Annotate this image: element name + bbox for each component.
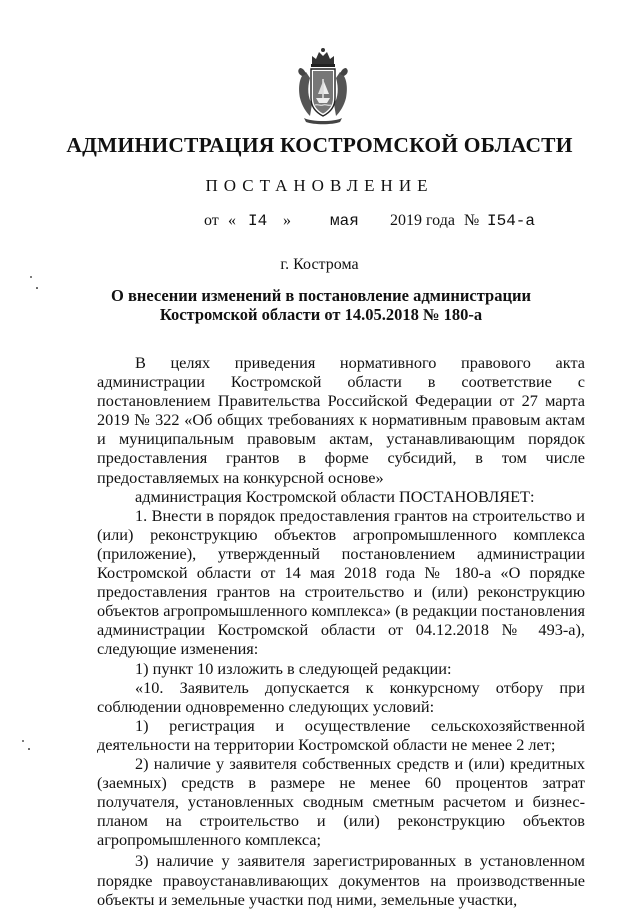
paragraph-condition-1: 1) регистрация и осуществление сельскохозяйственной деятельности на территории Костромской области не менее 2 лет;	[97, 715, 585, 754]
paragraph-point-10: «10. Заявитель допускается к конкурсному отбору при соблюдении одновременно следующих условий:	[97, 677, 585, 716]
organization-name: АДМИНИСТРАЦИЯ КОСТРОМСКОЙ ОБЛАСТИ	[66, 133, 573, 157]
paragraph-condition-2: 2) наличие у заявителя собственных средств и (или) кредитных (заемных) средств в размере не менее 60 процентов затрат получателя, установленных сводным сметным расчетом и бизнес-планом на строительство и (или) реконструкцию объектов агропромышленного комплекса;	[97, 753, 585, 850]
date-open-quote: «	[228, 212, 236, 229]
scan-speck	[28, 748, 30, 750]
title-line-1: О внесении изменений в постановление администрации	[110, 286, 532, 305]
paragraph-decree: администрация Костромской области ПОСТАНОВЛЯЕТ:	[135, 486, 535, 506]
document-number: I54-а	[487, 212, 536, 230]
scan-speck	[22, 740, 24, 742]
date-day: I4	[248, 212, 268, 230]
scan-speck	[30, 276, 32, 278]
paragraph-preamble: В целях приведения нормативного правового акта администрации Костромской области в соответствие с постановлением Правительства Российской Федерации от 27 марта 2019 № 322 «Об общих требованиях к нормативным правовым актам и муниципальным правовым актам, устанавливающим порядок предоставления грантов в форме субсидий, в том числе предоставляемых на конкурсной основе»	[97, 353, 585, 487]
paragraph-item-1: 1. Внести в порядок предоставления грантов на строительство и (или) реконструкцию объектов агропромышленного комплекса (приложение), утвержденный постановлением администрации Костромской области от 14 мая 2018 года № 180-а «О порядке предоставления грантов на строительство и (или) реконструкцию объектов агропромышленного комплекса» (в редакции постановления администрации Костромской области от 04.12.2018 № 493-а), следующие изменения:	[97, 505, 585, 659]
scan-speck	[36, 287, 38, 289]
date-close-quote: »	[283, 212, 291, 229]
date-year: 2019 года	[390, 212, 455, 229]
number-sign: №	[464, 212, 480, 229]
date-line	[0, 212, 639, 232]
city: г. Кострома	[280, 256, 359, 273]
paragraph-subitem-1: 1) пункт 10 изложить в следующей редакции:	[135, 658, 452, 678]
document-body	[97, 353, 585, 909]
date-month: мая	[330, 212, 359, 230]
document-title	[60, 286, 582, 324]
document-type: ПОСТАНОВЛЕНИЕ	[205, 176, 434, 195]
title-line-2: Костромской области от 14.05.2018 № 180-а	[159, 305, 483, 324]
paragraph-condition-3: 3) наличие у заявителя зарегистрированных в установленном порядке правоустанавливающих документов на производственные объекты и земельные участки под ними, земельные участки,	[97, 851, 585, 909]
date-prefix: от	[204, 212, 219, 229]
coat-of-arms-emblem	[294, 46, 352, 126]
